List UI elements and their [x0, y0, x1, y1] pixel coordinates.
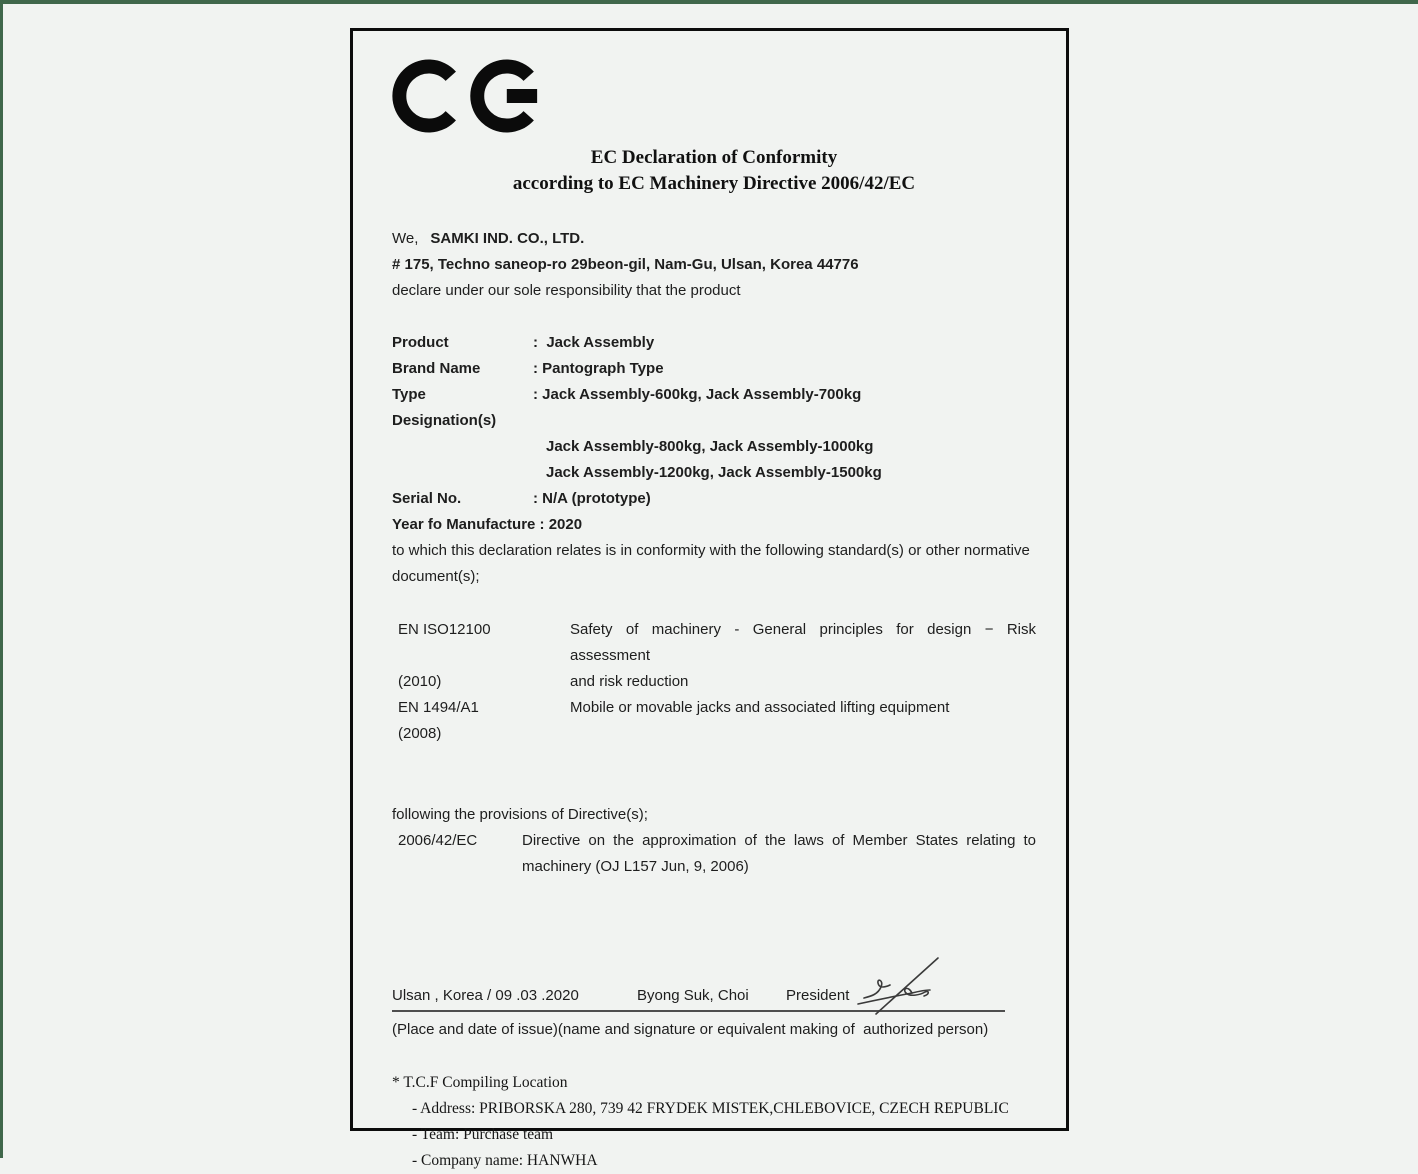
product-value: : Jack Assembly — [533, 334, 655, 351]
serial-no-value: : N/A (prototype) — [533, 490, 651, 507]
title-line-2: according to EC Machinery Directive 2006/42/EC — [512, 173, 916, 194]
type-designation-value: Jack Assembly-1200kg, Jack Assembly-1500kg — [546, 464, 882, 481]
signature-line — [392, 960, 1005, 1012]
signatory-role: President — [786, 987, 850, 1004]
standard-row — [392, 695, 1036, 721]
tcf-address: - Address: PRIBORSKA 280, 739 42 FRYDEK MISTEK,CHLEBOVICE, CZECH REPUBLIC — [412, 1100, 1009, 1117]
place-and-date: Ulsan , Korea / 09 .03 .2020 — [392, 987, 579, 1004]
product-label: Product — [392, 334, 449, 351]
product-details-section — [392, 330, 1036, 590]
type-designation-label: Type Designation(s) — [392, 386, 497, 429]
brand-label: Brand Name — [392, 360, 481, 377]
directive-description-line-2: machinery (OJ L157 Jun, 9, 2006) — [522, 858, 749, 875]
tcf-heading: * T.C.F Compiling Location — [392, 1074, 568, 1091]
company-address: # 175, Techno saneop-ro 29beon-gil, Nam-Gu, Ulsan, Korea 44776 — [392, 256, 859, 273]
standard-row — [392, 669, 1036, 695]
standard-row — [392, 721, 1036, 747]
company-name: SAMKI IND. CO., LTD. — [430, 230, 585, 247]
directive-row — [392, 854, 1036, 880]
provisions-intro: following the provisions of Directive(s); — [392, 806, 648, 823]
directive-code: 2006/42/EC — [398, 832, 478, 849]
title-line-1: EC Declaration of Conformity — [590, 147, 838, 168]
type-designation-value: Jack Assembly-800kg, Jack Assembly-1000kg — [546, 438, 874, 455]
serial-no-label: Serial No. — [392, 490, 462, 507]
document-title — [392, 145, 1036, 197]
type-designation-row — [392, 382, 1036, 434]
signature-caption: (Place and date of issue)(name and signature or equivalent making of authorized person) — [392, 1021, 989, 1038]
standard-year: (2010) — [398, 673, 442, 690]
tcf-company: - Company name: HANWHA — [412, 1152, 598, 1169]
declaration-statement: declare under our sole responsibility that the product — [392, 282, 741, 299]
serial-no-row — [392, 486, 1036, 512]
standard-row — [392, 617, 1036, 669]
brand-value: : Pantograph Type — [533, 360, 664, 377]
directive-description-line-1: Directive on the approximation of the laws of Member States relating to — [522, 832, 1036, 849]
conformity-statement-line-2: document(s); — [392, 568, 480, 585]
we-label: We, — [392, 230, 419, 247]
ce-mark-logo — [392, 55, 1036, 137]
type-designation-row — [392, 434, 1036, 460]
certificate-page — [350, 28, 1069, 1169]
directive-row — [392, 828, 1036, 854]
ce-mark-icon — [392, 55, 548, 137]
standard-description: Mobile or movable jacks and associated lifting equipment — [570, 699, 950, 716]
standard-description: Safety of machinery - General principles for design − Risk assessment — [570, 621, 1036, 664]
standard-description: and risk reduction — [570, 673, 689, 690]
tcf-team: - Team: Purchase team — [412, 1126, 554, 1143]
declarant-section — [392, 226, 1036, 304]
standard-year: (2008) — [398, 725, 442, 742]
signatory-name: Byong Suk, Choi — [637, 987, 749, 1004]
tcf-section — [392, 1070, 1036, 1174]
handwritten-signature-icon — [850, 954, 950, 1016]
type-designation-value: : Jack Assembly-600kg, Jack Assembly-700kg — [533, 386, 862, 403]
provisions-section — [392, 802, 1036, 880]
standards-section — [392, 617, 1036, 747]
brand-row — [392, 356, 1036, 382]
year-of-manufacture: Year fo Manufacture : 2020 — [392, 516, 583, 533]
conformity-statement-line-1: to which this declaration relates is in conformity with the following standard(s) or other normative — [392, 542, 1030, 559]
product-row — [392, 330, 1036, 356]
standard-code: EN 1494/A1 — [398, 699, 479, 716]
standard-code: EN ISO12100 — [398, 621, 491, 638]
type-designation-row — [392, 460, 1036, 486]
